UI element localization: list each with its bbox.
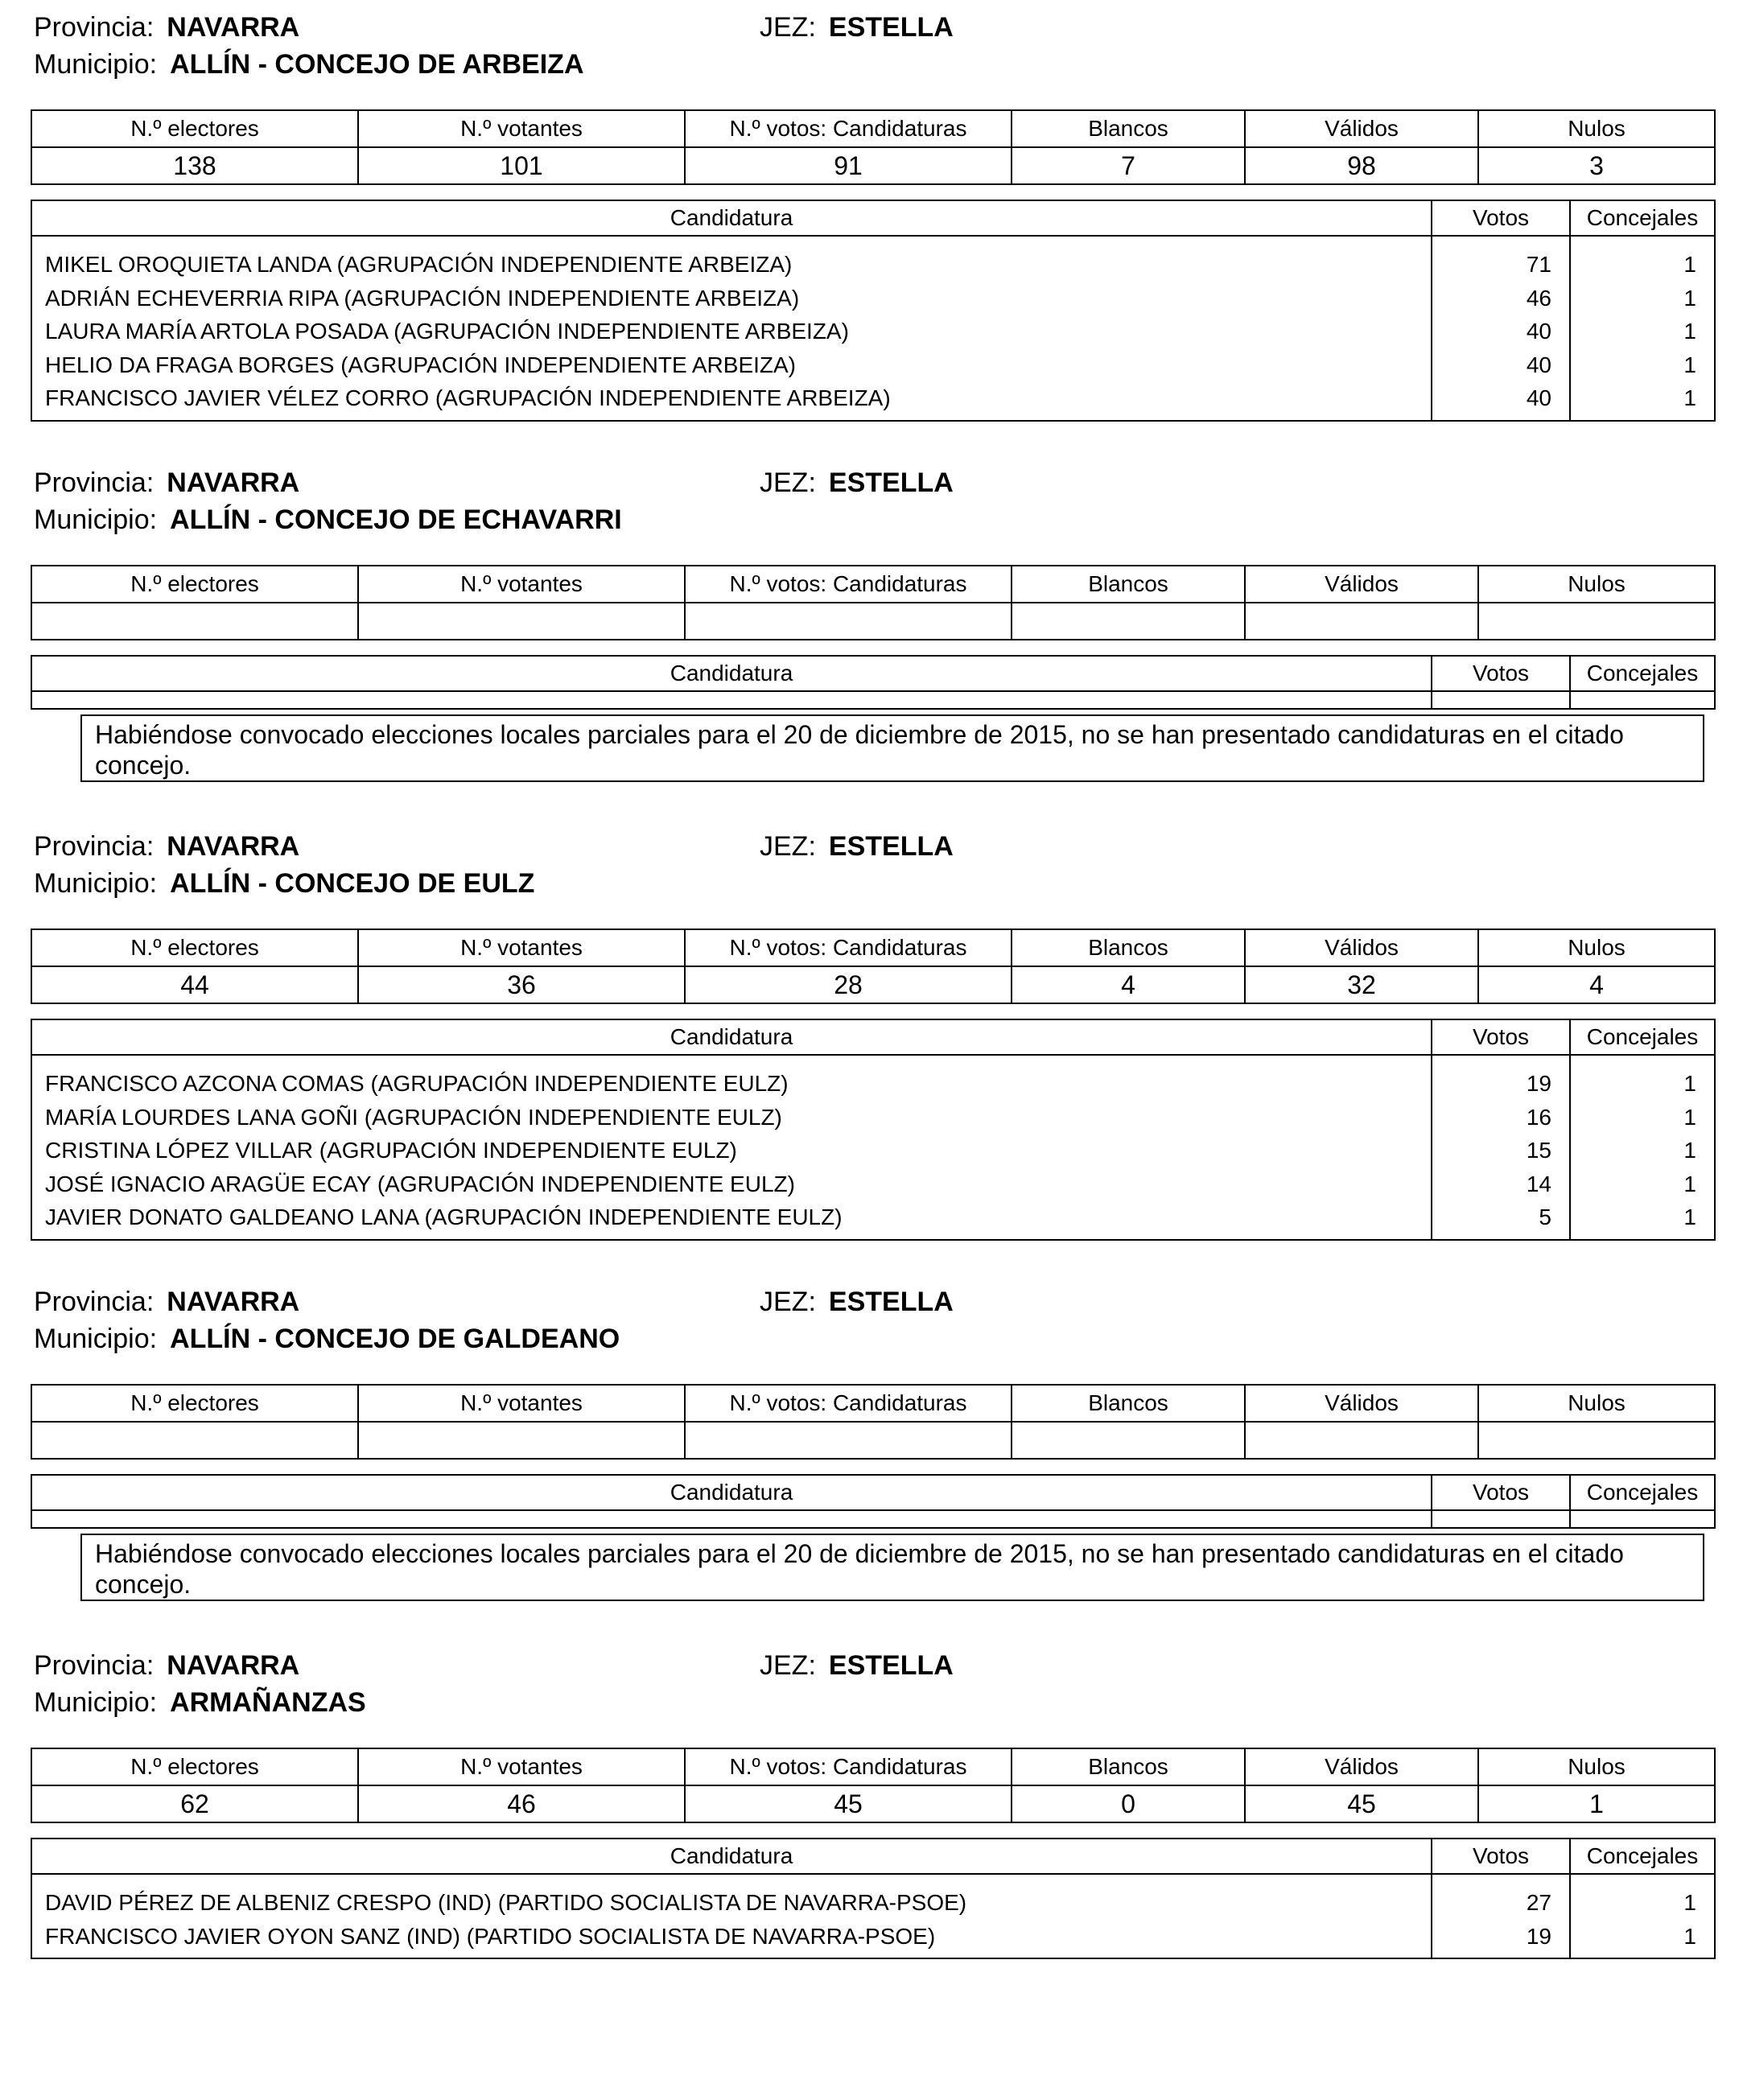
summary-value-blancos [1012, 1422, 1245, 1459]
summary-header-electores: N.º electores [31, 566, 358, 603]
jez-line [760, 830, 954, 863]
jez-value: ESTELLA [828, 12, 954, 43]
candidate-votes: 15 [1526, 1138, 1551, 1163]
jez-label: JEZ: [760, 831, 816, 862]
vote-summary-table [31, 1384, 1716, 1460]
summary-header-row [31, 929, 1715, 966]
summary-value-nulos: 3 [1478, 147, 1715, 184]
summary-header-row [31, 1748, 1715, 1785]
candidatura-header: Candidatura [31, 656, 1432, 691]
summary-value-blancos: 7 [1012, 147, 1245, 184]
summary-value-nulos: 4 [1478, 966, 1715, 1003]
summary-header-votos-candidaturas: N.º votos: Candidaturas [685, 110, 1012, 147]
summary-header-votantes: N.º votantes [358, 110, 685, 147]
provincia-value: NAVARRA [167, 12, 300, 43]
summary-header-nulos: Nulos [1478, 566, 1715, 603]
concejales-header: Concejales [1570, 656, 1715, 691]
candidatura-header: Candidatura [31, 1839, 1432, 1874]
summary-header-votos-candidaturas: N.º votos: Candidaturas [685, 1385, 1012, 1422]
municipio-label: Municipio: [34, 1687, 158, 1718]
candidate-names-cell [31, 1874, 1432, 1958]
candidate-votes: 40 [1526, 319, 1551, 344]
summary-header-blancos: Blancos [1012, 110, 1245, 147]
summary-value-votantes: 36 [358, 966, 685, 1003]
summary-header-validos: Válidos [1245, 1748, 1478, 1785]
candidate-concejales: 1 [1683, 285, 1696, 311]
candidate-seats-cell [1570, 1874, 1715, 1958]
candidate-votes: 71 [1526, 252, 1551, 277]
summary-header-votos-candidaturas: N.º votos: Candidaturas [685, 566, 1012, 603]
candidate-concejales: 1 [1683, 1171, 1696, 1196]
candidates-body-row [31, 1510, 1715, 1528]
municipio-value: ALLÍN - CONCEJO DE EULZ [170, 868, 535, 899]
provincia-line [34, 1286, 299, 1318]
municipio-line [34, 48, 584, 80]
candidate-names-cell [31, 236, 1432, 421]
candidate-concejales: 1 [1683, 319, 1696, 344]
summary-value-votantes [358, 603, 685, 640]
provincia-value: NAVARRA [167, 1650, 300, 1681]
candidate-name: LAURA MARÍA ARTOLA POSADA (AGRUPACIÓN INDEPENDIENTE ARBEIZA) [45, 319, 849, 344]
summary-header-row [31, 566, 1715, 603]
candidates-header-row [31, 200, 1715, 236]
jez-value: ESTELLA [828, 831, 954, 862]
summary-header-validos: Válidos [1245, 929, 1478, 966]
summary-header-electores: N.º electores [31, 1748, 358, 1785]
summary-value-votos-candidaturas: 91 [685, 147, 1012, 184]
vote-summary-table [31, 929, 1716, 1004]
candidate-votes: 40 [1526, 385, 1551, 410]
votos-header: Votos [1432, 200, 1570, 236]
candidate-votes: 19 [1526, 1923, 1551, 1949]
candidate-concejales: 1 [1683, 1071, 1696, 1096]
candidates-header-row [31, 1839, 1715, 1874]
candidate-votes: 16 [1526, 1104, 1551, 1130]
jez-line [760, 1286, 954, 1318]
municipio-value: ALLÍN - CONCEJO DE ECHAVARRI [170, 504, 622, 535]
jez-line [760, 11, 954, 43]
provincia-line [34, 11, 299, 43]
provincia-line [34, 1649, 299, 1682]
provincia-label: Provincia: [34, 12, 155, 43]
summary-value-electores [31, 603, 358, 640]
jez-value: ESTELLA [828, 1287, 954, 1317]
candidate-name: MARÍA LOURDES LANA GOÑI (AGRUPACIÓN INDEPENDIENTE EULZ) [45, 1104, 782, 1130]
summary-header-row [31, 110, 1715, 147]
municipio-label: Municipio: [34, 49, 158, 80]
candidates-table [31, 200, 1716, 422]
summary-value-validos [1245, 1422, 1478, 1459]
candidate-votes: 27 [1526, 1890, 1551, 1915]
provincia-line [34, 467, 299, 499]
jez-line [760, 1649, 954, 1682]
candidate-name: FRANCISCO JAVIER VÉLEZ CORRO (AGRUPACIÓN INDEPENDIENTE ARBEIZA) [45, 385, 891, 410]
summary-value-blancos [1012, 603, 1245, 640]
candidate-concejales: 1 [1683, 1890, 1696, 1915]
candidate-concejales: 1 [1683, 1104, 1696, 1130]
candidate-votes-cell [1432, 1874, 1570, 1958]
summary-header-row [31, 1385, 1715, 1422]
candidate-votes-cell [1432, 1055, 1570, 1240]
candidate-name: JAVIER DONATO GALDEANO LANA (AGRUPACIÓN INDEPENDIENTE EULZ) [45, 1204, 843, 1229]
municipio-line [34, 504, 622, 536]
candidate-names-cell [31, 1510, 1432, 1528]
jez-value: ESTELLA [828, 467, 954, 498]
municipio-line [34, 1323, 620, 1355]
summary-value-electores: 44 [31, 966, 358, 1003]
candidate-seats-cell [1570, 1055, 1715, 1240]
concejales-header: Concejales [1570, 200, 1715, 236]
summary-value-nulos [1478, 603, 1715, 640]
candidate-name: HELIO DA FRAGA BORGES (AGRUPACIÓN INDEPENDIENTE ARBEIZA) [45, 352, 796, 377]
municipio-value: ARMAÑANZAS [170, 1687, 366, 1718]
no-candidates-note: Habiéndose convocado elecciones locales parciales para el 20 de diciembre de 2015, no se han presentado candidaturas en el citado concejo. [80, 1534, 1704, 1601]
votos-header: Votos [1432, 1475, 1570, 1510]
summary-value-blancos: 0 [1012, 1785, 1245, 1822]
candidates-table [31, 1474, 1716, 1529]
candidates-body-row [31, 1874, 1715, 1958]
municipio-value: ALLÍN - CONCEJO DE ARBEIZA [170, 49, 584, 80]
provincia-value: NAVARRA [167, 467, 300, 498]
municipio-value: ALLÍN - CONCEJO DE GALDEANO [170, 1324, 620, 1354]
summary-value-votantes: 101 [358, 147, 685, 184]
municipio-label: Municipio: [34, 1324, 158, 1354]
summary-value-row [31, 966, 1715, 1003]
summary-header-electores: N.º electores [31, 110, 358, 147]
provincia-label: Provincia: [34, 831, 155, 862]
summary-header-nulos: Nulos [1478, 929, 1715, 966]
summary-header-validos: Válidos [1245, 110, 1478, 147]
candidate-seats-cell [1570, 236, 1715, 421]
candidatura-header: Candidatura [31, 200, 1432, 236]
municipio-label: Municipio: [34, 868, 158, 899]
summary-header-votantes: N.º votantes [358, 1748, 685, 1785]
candidate-concejales: 1 [1683, 252, 1696, 277]
candidate-name: CRISTINA LÓPEZ VILLAR (AGRUPACIÓN INDEPENDIENTE EULZ) [45, 1138, 737, 1163]
candidates-table [31, 655, 1716, 710]
jez-label: JEZ: [760, 1650, 816, 1681]
summary-header-electores: N.º electores [31, 929, 358, 966]
candidates-table [31, 1019, 1716, 1241]
summary-header-nulos: Nulos [1478, 110, 1715, 147]
candidate-concejales: 1 [1683, 385, 1696, 410]
candidates-header-row [31, 656, 1715, 691]
candidate-concejales: 1 [1683, 1204, 1696, 1229]
summary-value-validos [1245, 603, 1478, 640]
candidates-body-row [31, 1055, 1715, 1240]
candidate-votes: 14 [1526, 1171, 1551, 1196]
candidate-votes: 5 [1539, 1204, 1551, 1229]
provincia-label: Provincia: [34, 467, 155, 498]
municipio-label: Municipio: [34, 504, 158, 535]
candidate-seats-cell [1570, 691, 1715, 709]
summary-value-row [31, 1422, 1715, 1459]
summary-header-votantes: N.º votantes [358, 929, 685, 966]
jez-label: JEZ: [760, 12, 816, 43]
summary-header-blancos: Blancos [1012, 1748, 1245, 1785]
jez-label: JEZ: [760, 1287, 816, 1317]
provincia-line [34, 830, 299, 863]
summary-value-validos: 98 [1245, 147, 1478, 184]
candidatura-header: Candidatura [31, 1019, 1432, 1055]
summary-header-blancos: Blancos [1012, 1385, 1245, 1422]
candidate-names-cell [31, 1055, 1432, 1240]
vote-summary-table [31, 1748, 1716, 1823]
municipio-line [34, 867, 534, 900]
jez-label: JEZ: [760, 467, 816, 498]
votos-header: Votos [1432, 656, 1570, 691]
jez-value: ESTELLA [828, 1650, 954, 1681]
summary-value-row [31, 603, 1715, 640]
candidate-names-cell [31, 691, 1432, 709]
summary-header-electores: N.º electores [31, 1385, 358, 1422]
municipality-section [0, 1649, 1743, 2100]
summary-value-votos-candidaturas [685, 603, 1012, 640]
candidates-table [31, 1838, 1716, 1959]
concejales-header: Concejales [1570, 1475, 1715, 1510]
jez-line [760, 467, 954, 499]
summary-value-votantes: 46 [358, 1785, 685, 1822]
summary-value-votos-candidaturas: 28 [685, 966, 1012, 1003]
votos-header: Votos [1432, 1019, 1570, 1055]
votos-header: Votos [1432, 1839, 1570, 1874]
summary-header-votos-candidaturas: N.º votos: Candidaturas [685, 1748, 1012, 1785]
summary-value-validos: 32 [1245, 966, 1478, 1003]
no-candidates-note: Habiéndose convocado elecciones locales parciales para el 20 de diciembre de 2015, no se han presentado candidaturas en el citado concejo. [80, 714, 1704, 782]
summary-value-electores [31, 1422, 358, 1459]
candidate-name: FRANCISCO JAVIER OYON SANZ (IND) (PARTIDO SOCIALISTA DE NAVARRA-PSOE) [45, 1923, 936, 1949]
municipio-line [34, 1686, 366, 1719]
summary-value-electores: 138 [31, 147, 358, 184]
candidate-concejales: 1 [1683, 352, 1696, 377]
summary-header-validos: Válidos [1245, 1385, 1478, 1422]
concejales-header: Concejales [1570, 1019, 1715, 1055]
candidates-header-row [31, 1019, 1715, 1055]
municipality-section [0, 830, 1743, 1281]
candidate-seats-cell [1570, 1510, 1715, 1528]
summary-value-electores: 62 [31, 1785, 358, 1822]
candidate-votes: 40 [1526, 352, 1551, 377]
provincia-value: NAVARRA [167, 1287, 300, 1317]
summary-value-row [31, 1785, 1715, 1822]
concejales-header: Concejales [1570, 1839, 1715, 1874]
table-bottom-rule [31, 1527, 1714, 1529]
candidate-name: DAVID PÉREZ DE ALBENIZ CRESPO (IND) (PARTIDO SOCIALISTA DE NAVARRA-PSOE) [45, 1890, 967, 1915]
summary-value-blancos: 4 [1012, 966, 1245, 1003]
summary-value-votantes [358, 1422, 685, 1459]
summary-value-nulos [1478, 1422, 1715, 1459]
vote-summary-table [31, 109, 1716, 185]
candidates-body-row [31, 236, 1715, 421]
summary-header-votantes: N.º votantes [358, 566, 685, 603]
summary-value-row [31, 147, 1715, 184]
summary-value-votos-candidaturas: 45 [685, 1785, 1012, 1822]
summary-header-nulos: Nulos [1478, 1385, 1715, 1422]
candidate-votes: 19 [1526, 1071, 1551, 1096]
summary-header-votos-candidaturas: N.º votos: Candidaturas [685, 929, 1012, 966]
summary-header-blancos: Blancos [1012, 929, 1245, 966]
candidate-name: FRANCISCO AZCONA COMAS (AGRUPACIÓN INDEPENDIENTE EULZ) [45, 1071, 789, 1096]
provincia-label: Provincia: [34, 1287, 155, 1317]
candidates-body-row [31, 691, 1715, 709]
summary-value-votos-candidaturas [685, 1422, 1012, 1459]
candidates-header-row [31, 1475, 1715, 1510]
candidate-votes-cell [1432, 1510, 1570, 1528]
candidate-name: MIKEL OROQUIETA LANDA (AGRUPACIÓN INDEPENDIENTE ARBEIZA) [45, 252, 793, 277]
provincia-value: NAVARRA [167, 831, 300, 862]
candidate-votes-cell [1432, 691, 1570, 709]
summary-header-nulos: Nulos [1478, 1748, 1715, 1785]
table-bottom-rule [31, 708, 1714, 710]
candidate-votes-cell [1432, 236, 1570, 421]
summary-header-votantes: N.º votantes [358, 1385, 685, 1422]
municipality-section [0, 11, 1743, 462]
candidate-votes: 46 [1526, 285, 1551, 311]
summary-header-blancos: Blancos [1012, 566, 1245, 603]
candidate-name: ADRIÁN ECHEVERRIA RIPA (AGRUPACIÓN INDEPENDIENTE ARBEIZA) [45, 285, 800, 311]
summary-value-validos: 45 [1245, 1785, 1478, 1822]
candidate-concejales: 1 [1683, 1923, 1696, 1949]
summary-value-nulos: 1 [1478, 1785, 1715, 1822]
summary-header-validos: Válidos [1245, 566, 1478, 603]
candidate-concejales: 1 [1683, 1138, 1696, 1163]
provincia-label: Provincia: [34, 1650, 155, 1681]
vote-summary-table [31, 565, 1716, 640]
candidate-name: JOSÉ IGNACIO ARAGÜE ECAY (AGRUPACIÓN INDEPENDIENTE EULZ) [45, 1171, 795, 1196]
candidatura-header: Candidatura [31, 1475, 1432, 1510]
